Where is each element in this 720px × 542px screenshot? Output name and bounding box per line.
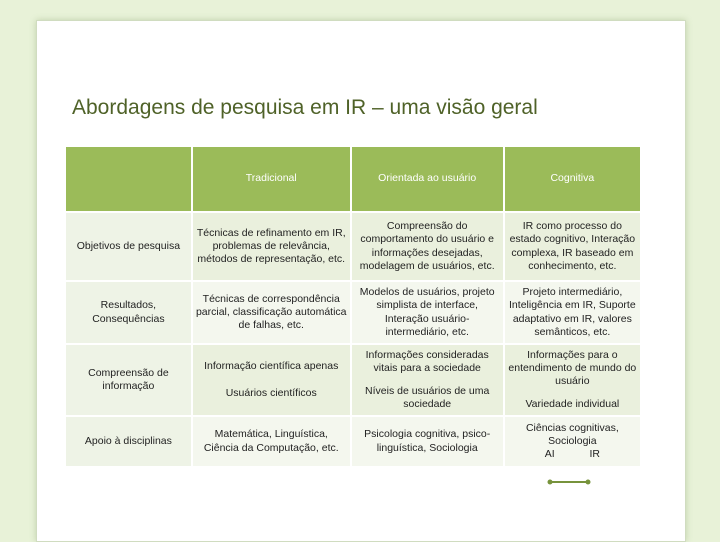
table-row	[66, 417, 640, 466]
table-row	[66, 213, 640, 280]
cell-tradicional-bottom: Usuários científicos	[225, 387, 317, 399]
cell-cognitiva-top: Informações para o entendimento de mundo do usuário	[508, 348, 637, 387]
ai-label: AI	[544, 448, 555, 461]
cell-orientada-top: Informações consideradas vitais para a sociedade	[365, 348, 489, 374]
cell-cognitiva: Projeto intermediário, Inteligência em IR, Suporte adaptativo em IR, valores semânticos, etc.	[505, 282, 640, 343]
double-arrow-icon	[547, 479, 591, 485]
ir-label: IR	[589, 448, 600, 461]
cell-orientada: Psicologia cognitiva, psico-linguística, Sociologia	[352, 417, 503, 466]
cell-tradicional: Matemática, Linguística, Ciência da Computação, etc.	[193, 417, 350, 466]
cell-cognitiva-text: Ciências cognitivas, Sociologia	[525, 421, 619, 447]
cell-orientada	[352, 345, 503, 415]
header-cognitiva: Cognitiva	[505, 147, 640, 211]
cell-tradicional: Técnicas de correspondência parcial, classificação automática de falhas, etc.	[193, 282, 350, 343]
cell-cognitiva	[505, 345, 640, 415]
slide-title: Abordagens de pesquisa em IR – uma visão geral	[72, 96, 538, 119]
cell-orientada: Modelos de usuários, projeto simplista de interface, Interação usuário-intermediário, etc.	[352, 282, 503, 343]
row-label: Apoio à disciplinas	[66, 417, 191, 466]
header-orientada: Orientada ao usuário	[352, 147, 503, 211]
table-row	[66, 345, 640, 415]
comparison-table	[64, 145, 642, 468]
table-row	[66, 282, 640, 343]
cell-tradicional	[193, 345, 350, 415]
row-label: Objetivos de pesquisa	[66, 213, 191, 280]
cell-tradicional: Técnicas de refinamento em IR, problemas de relevância, métodos de representação, etc.	[193, 213, 350, 280]
cell-cognitiva-bottom: Variedade individual	[525, 398, 620, 411]
cell-orientada-bottom: Níveis de usuários de uma sociedade	[365, 385, 490, 411]
cell-tradicional-top: Informação científica apenas	[204, 359, 339, 372]
row-label: Resultados, Consequências	[66, 282, 191, 343]
table-header-row	[66, 147, 640, 211]
cell-cognitiva: IR como processo do estado cognitivo, Interação complexa, IR baseado em conhecimento, etc.	[505, 213, 640, 280]
row-label: Compreensão de informação	[66, 345, 191, 415]
header-tradicional: Tradicional	[193, 147, 350, 211]
header-empty	[66, 147, 191, 211]
ai-ir-labels	[527, 448, 617, 461]
cell-cognitiva	[505, 417, 640, 466]
cell-orientada: Compreensão do comportamento do usuário e informações desejadas, modelagem de usuários, etc.	[352, 213, 503, 280]
